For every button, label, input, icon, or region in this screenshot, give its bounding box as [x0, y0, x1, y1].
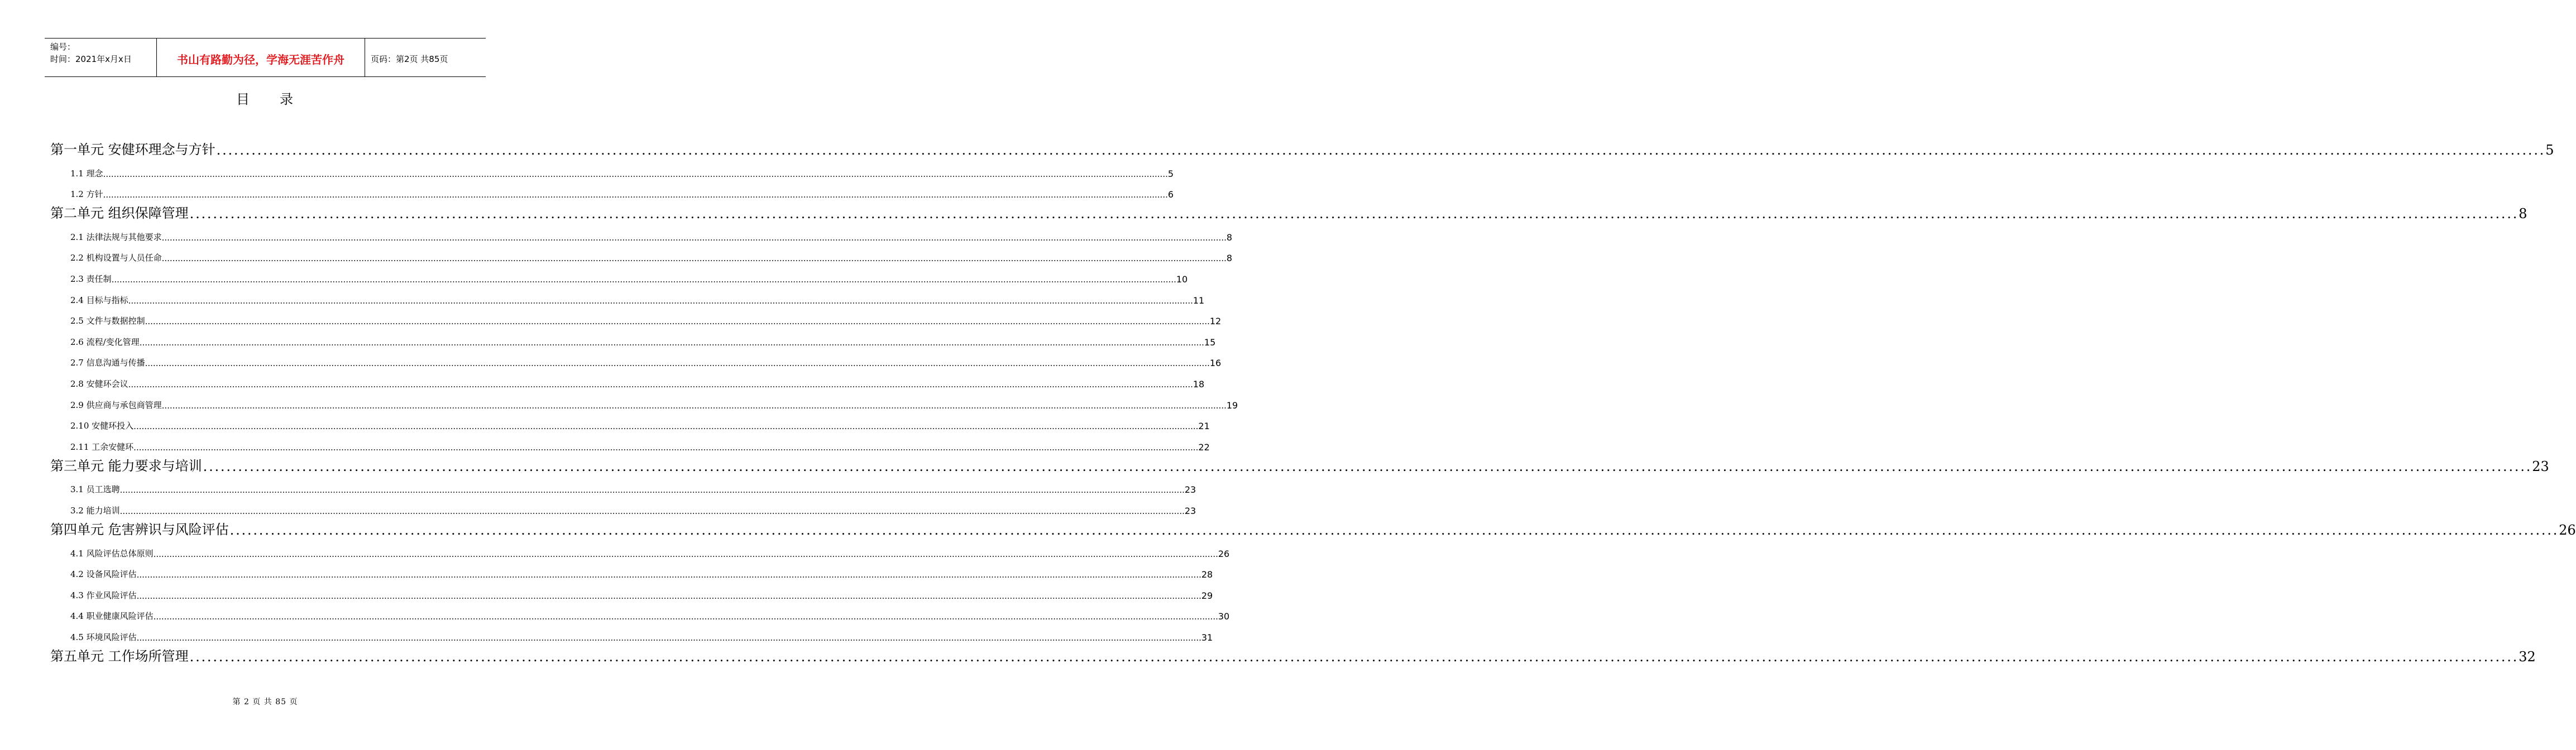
toc-section-entry[interactable]: [50, 411, 1210, 432]
toc-section-entry[interactable]: [50, 474, 1196, 496]
toc-entry-page: 18: [1193, 378, 1205, 390]
toc-leader-dots: ................................................................................................................................................................................................................................................................................................................................................................................................................: [103, 169, 1168, 179]
toc-entry-label: 4.1 风险评估总体原则: [70, 548, 154, 559]
toc-chapter-entry[interactable]: [50, 516, 2576, 538]
toc-leader-dots: ................................................................................................................................................................................................................................................................................................................................................................................................................: [111, 274, 1176, 285]
toc-entry-page: 5: [2545, 142, 2554, 158]
toc-entry-page: 19: [1226, 400, 1238, 411]
toc-section-entry[interactable]: [50, 306, 1222, 327]
toc-section-entry[interactable]: [50, 348, 1222, 369]
toc-leader-dots: ................................................................................................................................................................................................................................................................................................................................................................................................................: [229, 522, 2559, 538]
toc-leader-dots: ................................................................................................................................................................................................................................................................................................................................................................................................................: [189, 648, 2519, 665]
toc-entry-page: 8: [1226, 232, 1233, 243]
toc-entry-label: 4.4 职业健康风险评估: [70, 611, 154, 622]
toc-leader-dots: ................................................................................................................................................................................................................................................................................................................................................................................................................: [136, 570, 1201, 580]
toc-entry-page: 6: [1167, 189, 1174, 200]
toc-entry-label: 2.4 目标与指标: [70, 295, 128, 305]
toc-leader-dots: ................................................................................................................................................................................................................................................................................................................................................................................................................: [139, 337, 1204, 348]
toc-entry-page: 8: [2518, 206, 2527, 222]
toc-leader-dots: ................................................................................................................................................................................................................................................................................................................................................................................................................: [133, 442, 1199, 453]
toc-title-char-1: 目: [236, 92, 251, 107]
toc-entry-label: 4.3 作业风险评估: [70, 590, 137, 600]
toc-entry-page: 16: [1209, 358, 1222, 369]
toc-entry-page: 23: [1184, 505, 1196, 516]
toc-entry-label: 2.7 信息沟通与传播: [70, 358, 145, 368]
toc-leader-dots: ................................................................................................................................................................................................................................................................................................................................................................................................................: [136, 632, 1201, 643]
toc-entry-page: 23: [2532, 458, 2549, 474]
toc-entry-label: 2.11 工余安健环: [70, 441, 134, 452]
toc-leader-dots: ................................................................................................................................................................................................................................................................................................................................................................................................................: [203, 458, 2532, 474]
table-of-contents: [50, 136, 2576, 665]
toc-section-entry[interactable]: [50, 285, 1205, 306]
toc-section-entry[interactable]: [50, 622, 1213, 643]
header-left-cell: [45, 39, 157, 76]
toc-chapter-entry[interactable]: [50, 136, 2554, 158]
toc-section-entry[interactable]: [50, 243, 1233, 264]
toc-entry-page: 8: [1226, 253, 1233, 264]
toc-entry-page: 22: [1198, 441, 1210, 453]
toc-entry-page: 11: [1193, 295, 1205, 306]
toc-leader-dots: ................................................................................................................................................................................................................................................................................................................................................................................................................: [136, 590, 1201, 601]
toc-entry-label: 2.8 安健环会议: [70, 378, 128, 389]
toc-entry-page: 30: [1218, 611, 1230, 622]
toc-entry-label: 2.1 法律法规与其他要求: [70, 232, 162, 242]
toc-section-entry[interactable]: [50, 158, 1174, 179]
toc-chapter-entry[interactable]: [50, 453, 2549, 474]
toc-entry-page: 32: [2518, 648, 2536, 665]
toc-section-entry[interactable]: [50, 368, 1205, 390]
toc-entry-page: 26: [2559, 522, 2576, 538]
toc-leader-dots: ................................................................................................................................................................................................................................................................................................................................................................................................................: [145, 316, 1210, 327]
toc-entry-label: 2.5 文件与数据控制: [70, 316, 145, 326]
toc-entry-page: 23: [1184, 484, 1196, 496]
toc-section-entry[interactable]: [50, 179, 1174, 200]
toc-entry-label: 2.2 机构设置与人员任命: [70, 253, 162, 263]
toc-entry-label: 第五单元 工作场所管理: [50, 648, 189, 664]
toc-entry-page: 26: [1218, 548, 1230, 559]
toc-leader-dots: ................................................................................................................................................................................................................................................................................................................................................................................................................: [128, 295, 1193, 306]
toc-leader-dots: ................................................................................................................................................................................................................................................................................................................................................................................................................: [189, 206, 2519, 222]
toc-section-entry[interactable]: [50, 580, 1213, 601]
toc-entry-label: 1.1 理念: [70, 168, 103, 179]
toc-leader-dots: ................................................................................................................................................................................................................................................................................................................................................................................................................: [216, 142, 2546, 158]
toc-entry-page: 29: [1201, 590, 1213, 601]
toc-leader-dots: ................................................................................................................................................................................................................................................................................................................................................................................................................: [161, 400, 1227, 411]
toc-entry-label: 第二单元 组织保障管理: [50, 205, 189, 222]
toc-entry-page: 21: [1198, 421, 1210, 432]
toc-title-char-2: 录: [280, 92, 294, 107]
toc-entry-label: 2.10 安健环投入: [70, 421, 134, 431]
toc-leader-dots: ................................................................................................................................................................................................................................................................................................................................................................................................................: [103, 190, 1168, 200]
toc-entry-page: 28: [1201, 569, 1213, 580]
toc-leader-dots: ................................................................................................................................................................................................................................................................................................................................................................................................................: [153, 612, 1218, 622]
toc-entry-label: 4.5 环境风险评估: [70, 632, 137, 642]
toc-leader-dots: ................................................................................................................................................................................................................................................................................................................................................................................................................: [133, 421, 1199, 432]
toc-leader-dots: ................................................................................................................................................................................................................................................................................................................................................................................................................: [128, 379, 1193, 390]
header-motto: 书山有路勤为径，学海无涯苦作舟: [157, 39, 365, 76]
page-footer: 第 2 页 共 85 页: [232, 698, 298, 706]
toc-leader-dots: ................................................................................................................................................................................................................................................................................................................................................................................................................: [119, 506, 1185, 516]
toc-entry-label: 2.9 供应商与承包商管理: [70, 400, 162, 410]
toc-section-entry[interactable]: [50, 559, 1213, 580]
header-table: [45, 38, 486, 77]
toc-entry-label: 1.2 方针: [70, 189, 103, 200]
toc-title: [0, 88, 530, 108]
toc-leader-dots: ................................................................................................................................................................................................................................................................................................................................................................................................................: [161, 232, 1227, 243]
toc-entry-label: 第三单元 能力要求与培训: [50, 458, 202, 474]
toc-entry-page: 10: [1176, 273, 1188, 285]
toc-section-entry[interactable]: [50, 390, 1238, 411]
time-label: 时间：2021年x月x日: [50, 54, 132, 64]
toc-entry-label: 3.2 能力培训: [70, 505, 120, 516]
toc-section-entry[interactable]: [50, 538, 1230, 559]
toc-section-entry[interactable]: [50, 495, 1196, 516]
number-label: 编号：: [50, 42, 76, 52]
toc-entry-label: 2.3 责任制: [70, 273, 112, 284]
toc-entry-page: 5: [1167, 168, 1174, 179]
toc-entry-page: 15: [1204, 336, 1216, 348]
toc-section-entry[interactable]: [50, 431, 1210, 453]
toc-leader-dots: ................................................................................................................................................................................................................................................................................................................................................................................................................: [145, 358, 1210, 369]
toc-section-entry[interactable]: [50, 263, 1188, 285]
toc-entry-label: 第一单元 安健环理念与方针: [50, 142, 216, 157]
toc-entry-label: 第四单元 危害辨识与风险评估: [50, 521, 229, 537]
toc-chapter-entry[interactable]: [50, 643, 2536, 665]
toc-entry-page: 12: [1209, 316, 1222, 327]
toc-leader-dots: ................................................................................................................................................................................................................................................................................................................................................................................................................: [119, 485, 1185, 496]
toc-entry-page: 31: [1201, 632, 1213, 643]
toc-entry-label: 3.1 员工选聘: [70, 484, 120, 495]
toc-entry-label: 4.2 设备风险评估: [70, 569, 137, 580]
toc-entry-label: 2.6 流程/变化管理: [70, 336, 140, 347]
toc-leader-dots: ................................................................................................................................................................................................................................................................................................................................................................................................................: [161, 253, 1227, 264]
toc-chapter-entry[interactable]: [50, 200, 2527, 222]
toc-section-entry[interactable]: [50, 222, 1233, 243]
toc-leader-dots: ................................................................................................................................................................................................................................................................................................................................................................................................................: [153, 549, 1218, 559]
toc-section-entry[interactable]: [50, 601, 1230, 622]
header-page-info: 页码：第2页 共85页: [371, 54, 448, 64]
toc-section-entry[interactable]: [50, 326, 1216, 348]
